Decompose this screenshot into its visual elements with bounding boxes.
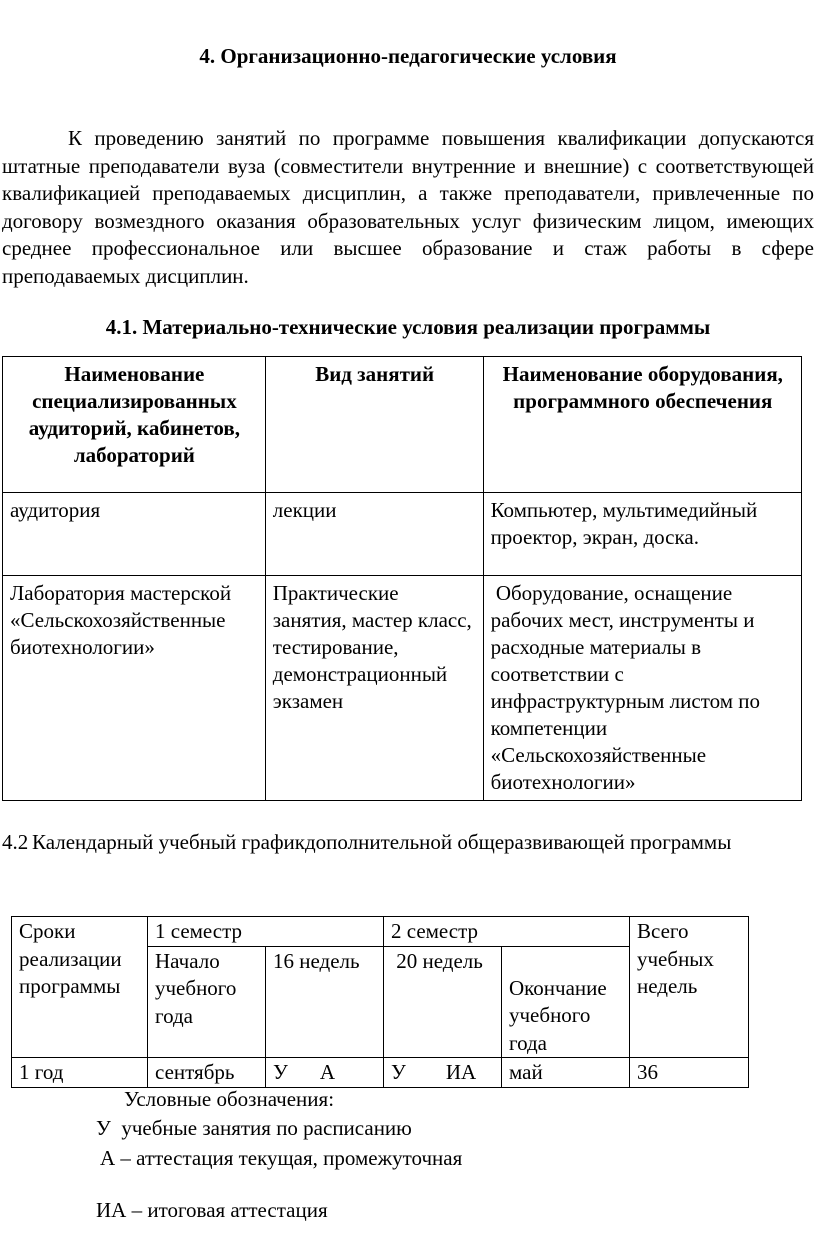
equipment-table [2, 356, 802, 801]
cell-semester-2-marks [384, 1058, 502, 1088]
mark-u: У [273, 1060, 288, 1084]
cell-start-year: Начало учебного года [148, 946, 266, 1058]
table-row [3, 576, 802, 801]
cell-room: аудитория [3, 493, 266, 576]
cell-weeks-16: 16 недель [266, 946, 384, 1058]
cell-room: Лаборатория мастерской «Сельскохозяйственные биотехнологии» [3, 576, 266, 801]
subsection-title-materials: 4.1. Материально-технические условия реализации программы [105, 315, 711, 339]
header-cell-activity: Вид занятий [265, 357, 483, 493]
table-row [12, 1058, 749, 1088]
cell-semester-1-marks [266, 1058, 384, 1088]
subsection-calendar-heading [2, 828, 762, 888]
schedule-table [11, 916, 749, 1088]
table-row [3, 493, 802, 576]
legend-item-ia: ИА – итоговая аттестация [96, 1198, 328, 1222]
legend-title: Условные обозначения: [124, 1087, 335, 1111]
mark-a: А [319, 1060, 336, 1084]
section-title: 4. Организационно-педагогические условия [199, 44, 617, 68]
cell-total-weeks: 36 [630, 1058, 749, 1088]
cell-equipment: Компьютер, мультимедийный проектор, экран, доска. [483, 493, 801, 576]
legend-item-a: А – аттестация текущая, промежуточная [100, 1146, 463, 1170]
cell-end-month: май [502, 1058, 630, 1088]
cell-semester-2: 2 семестр [384, 917, 630, 947]
table-header-row [3, 357, 802, 493]
cell-weeks-20: 20 недель [384, 946, 502, 1058]
cell-start-month: сентябрь [148, 1058, 266, 1088]
cell-end-year: Окончание учебного года [502, 946, 630, 1058]
cell-duration: 1 год [12, 1058, 148, 1088]
intro-paragraph: К проведению занятий по программе повышения квалификации допускаются штатные преподаватели вуза (совместители внутренние и внешние) с соответствующей квалификацией преподаваемых дисциплин, а также преподаватели, привлеченные по договору возмездного оказания образовательных услуг физическим лицом, имеющих среднее профессиональное или высшее образование и стаж работы в сфере преподаваемых дисциплин. [2, 126, 814, 288]
cell-total-header: Всего учебных недель [630, 917, 749, 1058]
legend-item-u: У учебные занятия по расписанию [96, 1116, 412, 1140]
cell-activity: лекции [265, 493, 483, 576]
subsection-title-calendar: Календарный учебный графикдополнительной общеразвивающей программы [32, 830, 732, 854]
cell-semester-1: 1 семестр [148, 917, 384, 947]
cell-activity: Практические занятия, мастер класс, тестирование, демонстрационный экзамен [265, 576, 483, 801]
mark-u: У [391, 1060, 406, 1084]
subsection-number: 4.2 [2, 830, 29, 854]
header-cell-equipment: Наименование оборудования, программного обеспечения [483, 357, 801, 493]
cell-equipment: Оборудование, оснащение рабочих мест, инструменты и расходные материалы в соответствии с инфраструктурным листом по компетенции «Сельскохозяйственные биотехнологии» [483, 576, 801, 801]
header-cell-rooms: Наименование специализированных аудиторий, кабинетов, лабораторий [3, 357, 266, 493]
cell-terms-header: Сроки реализации программы [12, 917, 148, 1058]
mark-ia: ИА [445, 1060, 477, 1084]
